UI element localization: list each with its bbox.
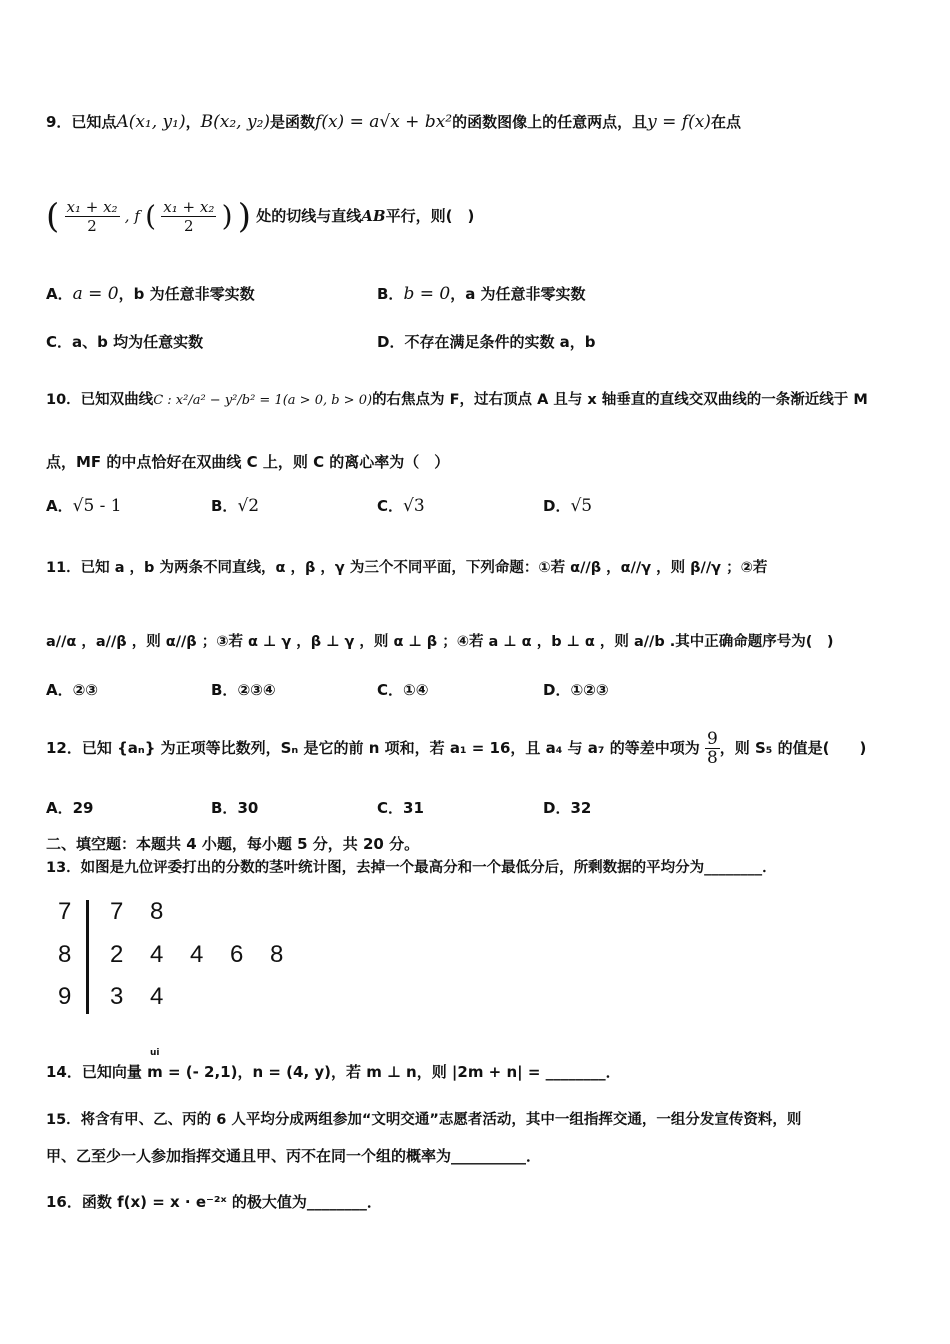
q9-line2: ( $\frac{\text{x₁ + x₂}}{2}$ , f ( $\frac{\text{x₁ + x₂}}{2}$ ) ) 处的切线与直线AB平行，则( ) bbox=[46, 196, 475, 237]
q11-option-a[interactable]: A．②③ bbox=[46, 681, 99, 699]
q15-line1: 15．将含有甲、乙、丙的 6 人平均分成两组参加“文明交通”志愿者活动，其中一组指挥交通，一组分发宣传资料，则 bbox=[46, 1112, 802, 1128]
q12-fraction: $\frac{9}{8}$ bbox=[706, 729, 718, 768]
stem-leaf-divider bbox=[86, 900, 89, 1014]
leaf: 4 bbox=[190, 941, 204, 968]
q11-option-b[interactable]: B．②③④ bbox=[211, 681, 276, 699]
q9-curve: y = f(x) bbox=[647, 112, 711, 132]
q10-line1: 10．已知双曲线C : x²/a² − y²/b² = 1(a > 0, b > 0)的右焦点为 F，过右顶点 A 且与 x 轴垂直的直线交双曲线的一条渐近线于 M bbox=[46, 392, 868, 408]
q9-number: 9．已知点 bbox=[46, 113, 117, 131]
q9-point-b: B(x₂, y₂) bbox=[200, 112, 271, 132]
leaf: 2 bbox=[110, 941, 124, 968]
stem-9: 9 bbox=[58, 983, 72, 1010]
leaf: 6 bbox=[230, 941, 244, 968]
q12-option-c[interactable]: C．31 bbox=[377, 799, 424, 817]
stem-7: 7 bbox=[58, 898, 72, 925]
leaf: 8 bbox=[150, 898, 164, 925]
q13-text: 13．如图是九位评委打出的分数的茎叶统计图，去掉一个最高分和一个最低分后，所剩数据的平均分为________． bbox=[46, 860, 777, 876]
stem-8: 8 bbox=[58, 941, 72, 968]
q10-option-b[interactable]: B．√2 bbox=[211, 496, 260, 516]
q9-midpoint-x: $\frac{\text{x₁ + x₂}}{2}$ bbox=[66, 198, 118, 235]
section-2-heading: 二、填空题：本题共 4 小题，每小题 5 分，共 20 分。 bbox=[46, 835, 420, 853]
leaf: 4 bbox=[150, 983, 164, 1010]
q12-option-a[interactable]: A．29 bbox=[46, 799, 94, 817]
leaf: 4 bbox=[150, 941, 164, 968]
vector-arrow-mark: ui bbox=[150, 1048, 160, 1058]
q10-option-c[interactable]: C．√3 bbox=[377, 496, 425, 516]
q10-line2: 点，MF 的中点恰好在双曲线 C 上，则 C 的离心率为（ ） bbox=[46, 453, 450, 471]
q9-option-a[interactable]: A．a = 0，b 为任意非零实数 bbox=[46, 284, 255, 304]
q12-option-d[interactable]: D．32 bbox=[543, 799, 592, 817]
q10-hyperbola-eq: C : x²/a² − y²/b² = 1(a > 0, b > 0) bbox=[153, 393, 373, 408]
leaf: 7 bbox=[110, 898, 124, 925]
q16-text: 16．函数 f(x) = x · e⁻²ˣ 的极大值为________． bbox=[46, 1193, 382, 1211]
q10-number: 10．已知双曲线 bbox=[46, 392, 154, 408]
q9-midpoint-fx: $\frac{\text{x₁ + x₂}}{2}$ bbox=[163, 198, 215, 235]
q9-line1: 9．已知点A(x₁, y₁)，B(x₂, y₂)是函数f(x) = a√x + bx²的函数图像上的任意两点，且y = f(x)在点 bbox=[46, 112, 741, 132]
q9-option-c[interactable]: C．a、b 均为任意实数 bbox=[46, 333, 204, 351]
q11-line2: a//α ，a//β ，则 α//β ；③若 α ⊥ γ ，β ⊥ γ ，则 α ⊥ β ；④若 a ⊥ α ，b ⊥ α ，则 a//b .其中正确命题序号为( ) bbox=[46, 634, 834, 650]
stem-leaf-plot bbox=[50, 896, 310, 1026]
q9-option-d[interactable]: D．不存在满足条件的实数 a，b bbox=[377, 333, 596, 351]
q11-option-d[interactable]: D．①②③ bbox=[543, 681, 609, 699]
q9-point-a: A(x₁, y₁) bbox=[116, 112, 186, 132]
leaf: 3 bbox=[110, 983, 124, 1010]
q12-option-b[interactable]: B．30 bbox=[211, 799, 259, 817]
q10-option-d[interactable]: D．√5 bbox=[543, 496, 593, 516]
q9-option-b[interactable]: B．b = 0，a 为任意非零实数 bbox=[377, 284, 586, 304]
q12-line: 12．已知 {aₙ} 为正项等比数列，Sₙ 是它的前 n 项和，若 a₁ = 16，且 a₄ 与 a₇ 的等差中项为 $\frac{9}{8}$ ，则 S₅ 的值是( ) bbox=[46, 729, 867, 768]
q11-option-c[interactable]: C．①④ bbox=[377, 681, 429, 699]
q11-line1: 11．已知 a ，b 为两条不同直线，α ，β ，γ 为三个不同平面，下列命题：①若 α//β ，α//γ ，则 β//γ ；②若 bbox=[46, 560, 768, 576]
q9-function: f(x) = a√x + bx² bbox=[315, 112, 453, 132]
q10-option-a[interactable]: A．√5 - 1 bbox=[46, 496, 122, 516]
leaf: 8 bbox=[270, 941, 284, 968]
q14-text: 14．已知向量 m = (- 2,1)，n = (4, y)，若 m ⊥ n，则 |2m + n| = ________． bbox=[46, 1063, 621, 1081]
q15-line2: 甲、乙至少一人参加指挥交通且甲、丙不在同一个组的概率为__________． bbox=[46, 1147, 542, 1165]
